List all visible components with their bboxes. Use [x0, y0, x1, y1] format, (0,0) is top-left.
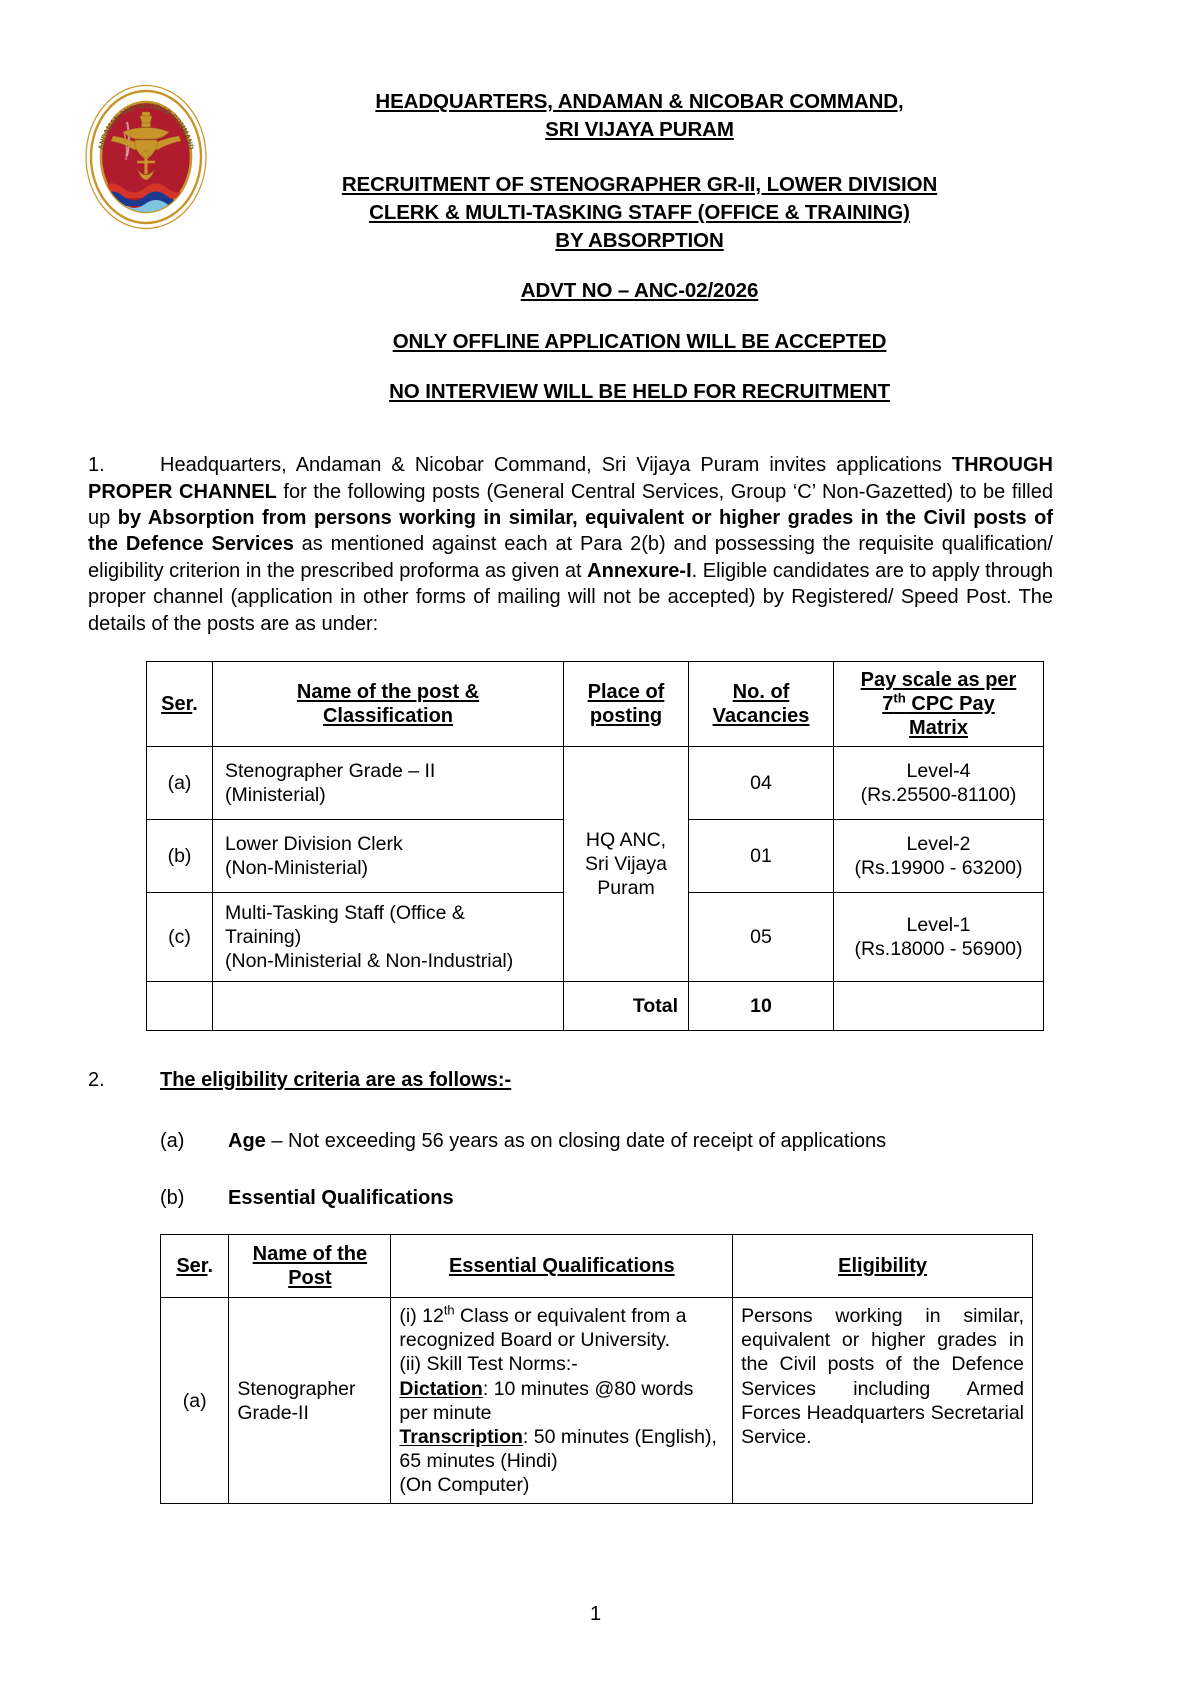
page-number: 1	[589, 1603, 602, 1625]
section-2-number: 2.	[88, 1068, 105, 1091]
essential-qualifications-table	[160, 1234, 1033, 1504]
eq-row-a-qualifications	[391, 1297, 733, 1503]
section-2-heading	[88, 1067, 1053, 1094]
eq-table-header-row	[161, 1234, 1033, 1297]
qual-item-ii: (ii) Skill Test Norms:-	[399, 1353, 578, 1376]
crest-legend: ANDAMAN AND NICOBAR COMMAND	[95, 100, 197, 151]
row-b-ser: (b)	[147, 819, 213, 892]
row-c-post-name: Multi-Tasking Staff (Office & Training) (Non-Ministerial & Non-Industrial)	[213, 892, 564, 981]
row-a-pay-scale: Level-4 (Rs.25500-81100)	[834, 746, 1044, 819]
row-c-ser: (c)	[147, 892, 213, 981]
eq-header-post-name: Name of the Post	[229, 1234, 391, 1297]
eq-header-ser: Ser.	[161, 1234, 229, 1297]
header-no-of-vacancies: No. of Vacancies	[689, 661, 834, 746]
recruitment-title-line2: CLERK & MULTI-TASKING STAFF (OFFICE & TRAINING)	[369, 200, 910, 224]
posts-table-total-row	[147, 981, 1044, 1030]
header-name-classification: Name of the post & Classification	[213, 661, 564, 746]
recruitment-title-line1: RECRUITMENT OF STENOGRAPHER GR-II, LOWER DIVISION	[341, 172, 938, 196]
paragraph-1-bold-3: Annexure-I	[587, 559, 692, 582]
total-vacancies: 10	[689, 981, 834, 1030]
qual-item-i: (i) 12th Class or equivalent from a recognized Board or University.	[399, 1302, 687, 1352]
total-blank-name	[213, 981, 564, 1030]
row-a-post-name: Stenographer Grade – II (Ministerial)	[213, 746, 564, 819]
paragraph-1	[88, 452, 1053, 637]
header-place-of-posting: Place of posting	[564, 661, 689, 746]
andaman-nicobar-command-crest-icon	[83, 84, 209, 230]
paragraph-1-bold-2: by Absorption from persons working in similar, equivalent or higher grades in the Civil posts of the Defence Services	[88, 507, 1053, 556]
section-2-item-b	[160, 1185, 1053, 1212]
row-b-pay-scale: Level-2 (Rs.19900 - 63200)	[834, 819, 1044, 892]
advertisement-number: ADVT NO – ANC-02/2026	[520, 279, 759, 303]
row-b-post-name: Lower Division Clerk (Non-Ministerial)	[213, 819, 564, 892]
row-c-vacancies: 05	[689, 892, 834, 981]
paragraph-1-segment-3: as mentioned against each at Para 2(b) and possessing the requisite qualification/ eligibility criterion in the prescribed proforma as given at	[88, 533, 1053, 582]
posts-table-header-row	[147, 661, 1044, 746]
qual-transcription: Transcription: 50 minutes (English), 65 minutes (Hindi)	[399, 1425, 717, 1473]
eq-row-a-ser: (a)	[161, 1297, 229, 1503]
paragraph-1-number: 1.	[88, 454, 105, 477]
eq-row-a-post-name: Stenographer Grade-II	[229, 1297, 391, 1503]
header-ser: Ser.	[147, 661, 213, 746]
row-b-vacancies: 01	[689, 819, 834, 892]
paragraph-1-segment-4: . Eligible candidates are to apply through proper channel (application in other forms of mailing will not be accepted) by Registered/ Speed Post. The details of the posts are as under:	[88, 559, 1053, 635]
item-a-bold: Age	[228, 1129, 266, 1152]
total-blank-ser	[147, 981, 213, 1030]
qual-dictation: Dictation: 10 minutes @80 words per minute	[399, 1377, 694, 1424]
row-a-ser: (a)	[147, 746, 213, 819]
item-a-text: – Not exceeding 56 years as on closing date of receipt of applications	[265, 1129, 887, 1152]
paragraph-1-segment-1: Headquarters, Andaman & Nicobar Command, Sri Vijaya Puram invites applications	[160, 454, 952, 477]
notice-offline-application: ONLY OFFLINE APPLICATION WILL BE ACCEPTED	[392, 329, 887, 353]
total-label: Total	[564, 981, 689, 1030]
item-b-bold: Essential Qualifications	[228, 1186, 454, 1209]
table-row	[147, 746, 1044, 819]
total-blank-pay	[834, 981, 1044, 1030]
place-of-posting-cell: HQ ANC, Sri Vijaya Puram	[564, 746, 689, 981]
item-b-label: (b)	[160, 1186, 185, 1209]
table-row	[161, 1297, 1033, 1503]
eq-header-eligibility: Eligibility	[733, 1234, 1033, 1297]
posts-vacancy-table	[146, 661, 1044, 1031]
paragraph-1-bold-1: THROUGH PROPER CHANNEL	[88, 454, 1053, 503]
header-pay-scale: Pay scale as per 7th CPC Pay Matrix	[834, 661, 1044, 746]
eq-row-a-eligibility: Persons working in similar, equivalent or higher grades in the Civil posts of the Defence Services including Armed Forces Headquarters Secretarial Service.	[733, 1297, 1033, 1503]
section-2-title: The eligibility criteria are as follows:-	[160, 1068, 512, 1091]
document-header	[0, 0, 1191, 406]
org-name-line2: SRI VIJAYA PURAM	[545, 118, 734, 142]
recruitment-title-line3: BY ABSORPTION	[555, 229, 724, 253]
row-a-vacancies: 04	[689, 746, 834, 819]
notice-no-interview: NO INTERVIEW WILL BE HELD FOR RECRUITMENT	[389, 379, 890, 403]
row-c-pay-scale: Level-1 (Rs.18000 - 56900)	[834, 892, 1044, 981]
header-title-block	[228, 88, 1051, 406]
item-a-label: (a)	[160, 1129, 185, 1152]
qual-on-computer: (On Computer)	[399, 1474, 530, 1497]
section-2-item-a	[160, 1128, 1053, 1155]
org-name-line1: HEADQUARTERS, ANDAMAN & NICOBAR COMMAND,	[375, 90, 904, 113]
paragraph-1-segment-2: for the following posts (General Central Services, Group ‘C’ Non-Gazetted) to be filled up	[88, 480, 1053, 530]
eq-header-qualifications: Essential Qualifications	[391, 1234, 733, 1297]
